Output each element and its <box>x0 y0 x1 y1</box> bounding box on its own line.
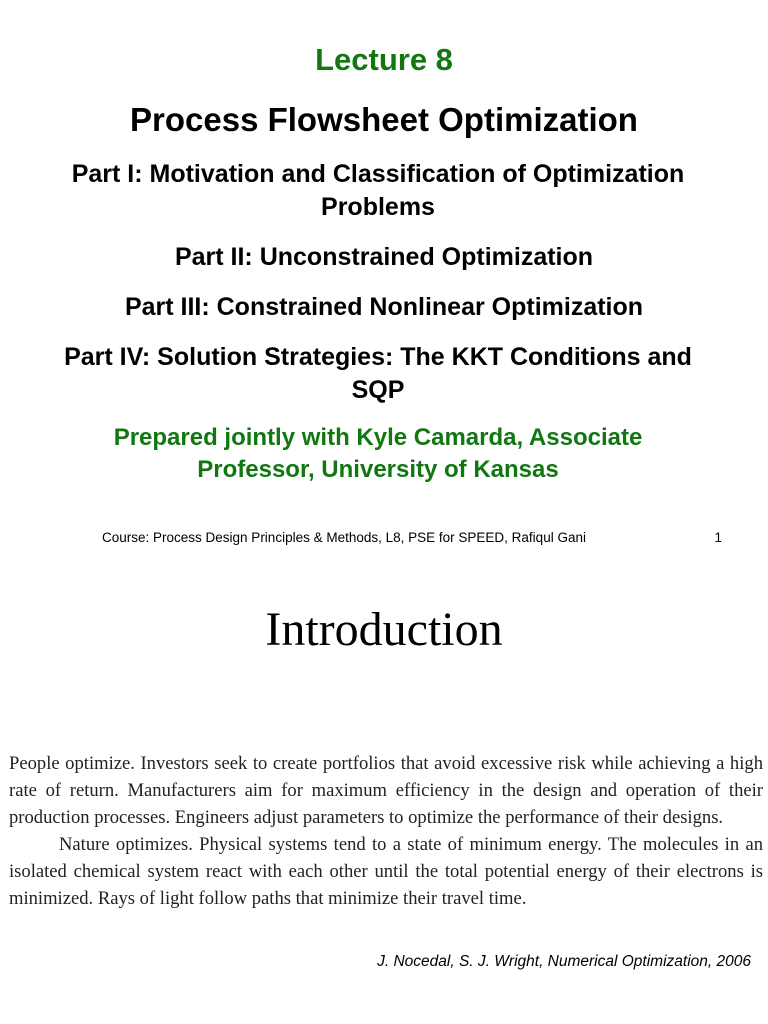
part-1: Part I: Motivation and Classification of Optimization Problems <box>71 160 685 221</box>
quote-paragraph-1: People optimize. Investors seek to create portfolios that avoid excessive risk while achieving a high rate of return. Manufacturers aim for maximum efficiency in the design and operation of their production processes. Engineers adjust parameters to optimize the performance of their designs. <box>9 753 763 828</box>
footer-page-number: 1 <box>714 530 722 545</box>
quote-paragraph-2: Nature optimizes. Physical systems tend to a state of minimum energy. The molecules in an isolated chemical system react with each other until the total potential energy of their electrons is minimized. Rays of light follow paths that minimize their travel time. <box>9 834 763 909</box>
part-4: Part IV: Solution Strategies: The KKT Conditions and SQP <box>64 343 692 404</box>
introduction-heading: Introduction <box>265 603 503 656</box>
part-3: Part III: Constrained Nonlinear Optimization <box>124 293 644 321</box>
footer-course: Course: Process Design Principles & Methods, L8, PSE for SPEED, Rafiqul Gani <box>102 530 586 545</box>
quote-block <box>9 750 763 912</box>
part-2: Part II: Unconstrained Optimization <box>174 243 594 271</box>
citation: J. Nocedal, S. J. Wright, Numerical Optimization, 2006 <box>377 953 751 970</box>
lecture-title: Process Flowsheet Optimization <box>130 101 638 138</box>
lecture-number: Lecture 8 <box>315 42 453 77</box>
prepared-by: Prepared jointly with Kyle Camarda, Associate Professor, University of Kansas <box>113 424 643 483</box>
